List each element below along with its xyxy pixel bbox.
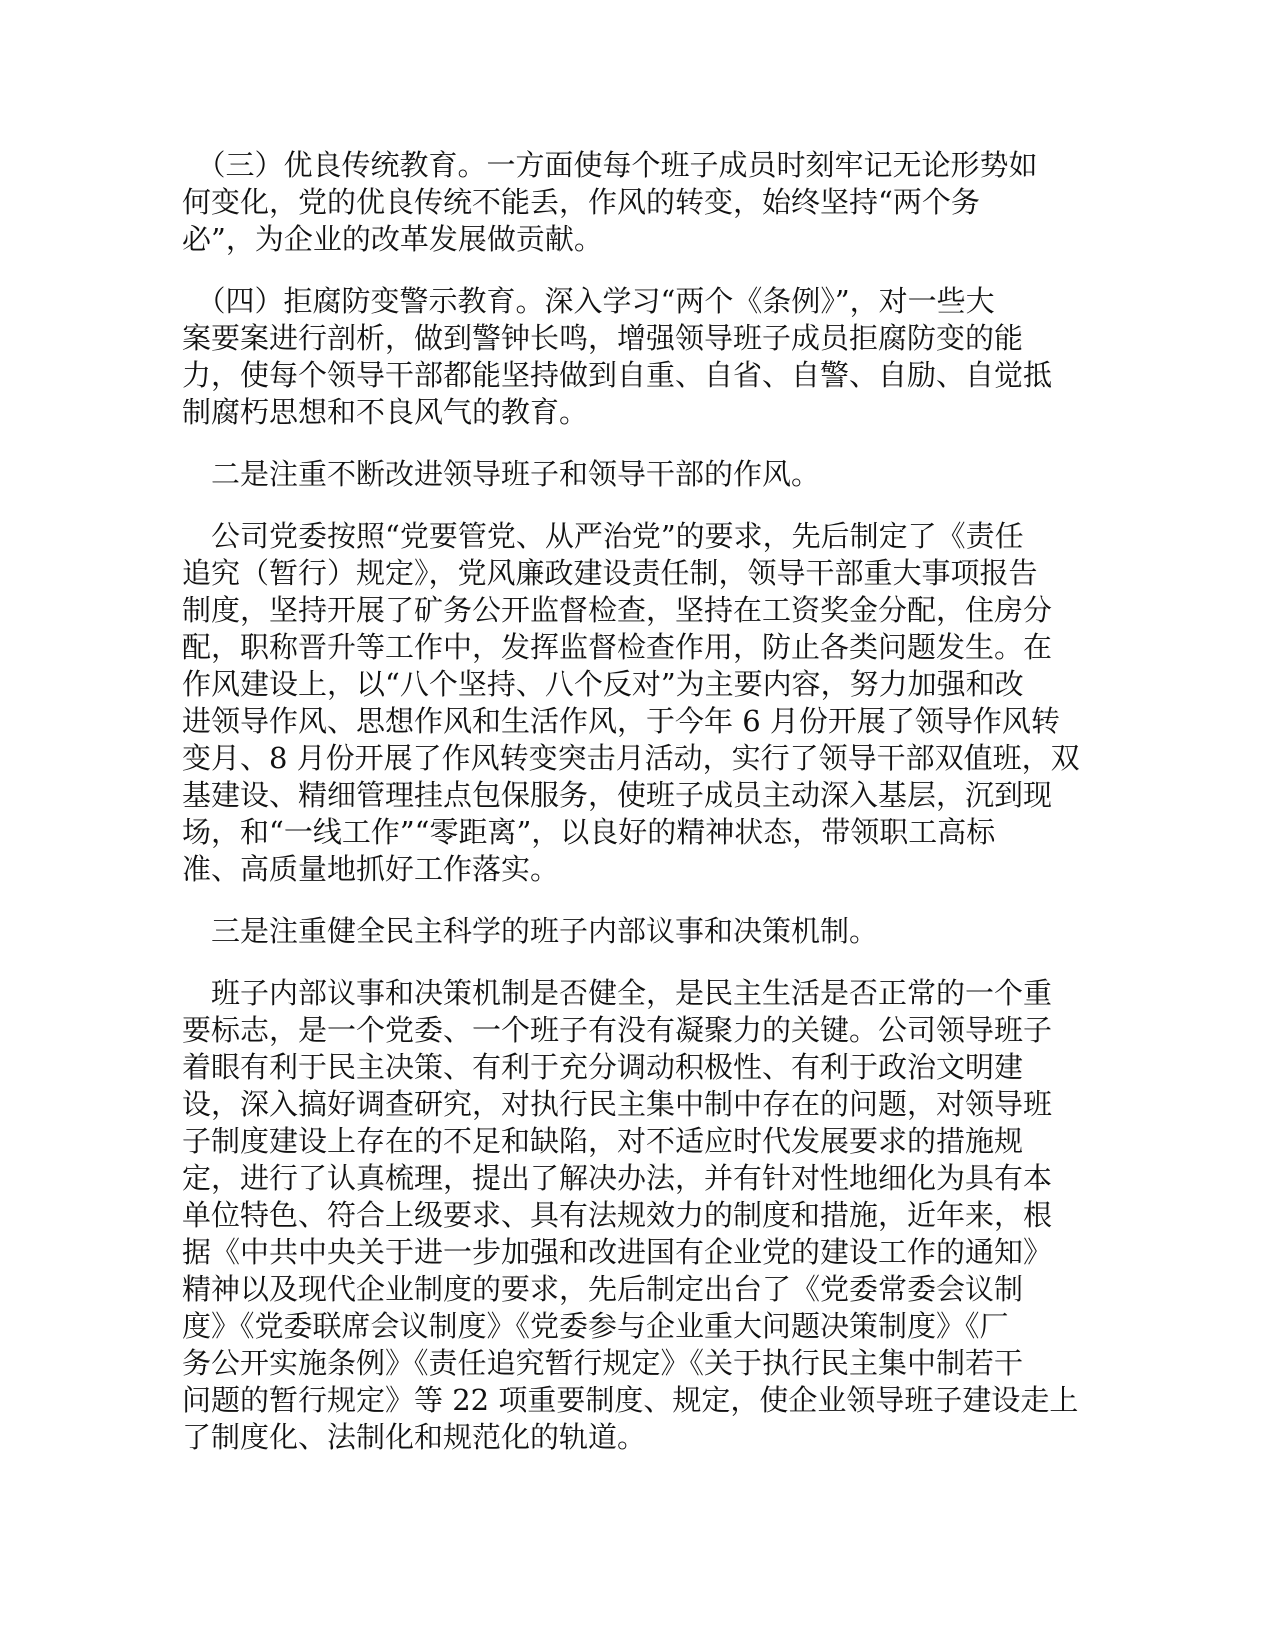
text-line: 单位特色、符合上级要求、具有法规效力的制度和措施，近年来，根 <box>182 1198 1053 1232</box>
paragraph <box>182 913 1092 950</box>
text-line: 了制度化、法制化和规范化的轨道。 <box>182 1420 647 1454</box>
paragraph <box>182 283 1092 431</box>
text-line: 必”，为企业的改革发展做贡献。 <box>182 222 603 256</box>
paragraph <box>182 147 1092 258</box>
text-line: 要标志，是一个党委、一个班子有没有凝聚力的关键。公司领导班子 <box>182 1013 1053 1047</box>
text-line: 班子内部议事和决策机制是否健全，是民主生活是否正常的一个重 <box>182 976 1053 1010</box>
paragraph <box>182 975 1092 1456</box>
text-line: 子制度建设上存在的不足和缺陷，对不适应时代发展要求的措施规 <box>182 1124 1024 1158</box>
text-line: 制度，坚持开展了矿务公开监督检查，坚持在工资奖金分配，住房分 <box>182 593 1053 627</box>
text-line: 定，进行了认真梳理，提出了解决办法，并有针对性地细化为具有本 <box>182 1161 1053 1195</box>
text-line: 精神以及现代企业制度的要求，先后制定出台了《党委常委会议制 <box>182 1272 1024 1306</box>
text-line: 案要案进行剖析，做到警钟长鸣，增强领导班子成员拒腐防变的能 <box>182 321 1024 355</box>
text-line: 着眼有利于民主决策、有利于充分调动积极性、有利于政治文明建 <box>182 1050 1024 1084</box>
paragraph <box>182 456 1092 493</box>
text-line: 力，使每个领导干部都能坚持做到自重、自省、自警、自励、自觉抵 <box>182 358 1053 392</box>
paragraph <box>182 518 1092 888</box>
text-line: 追究（暂行）规定》，党风廉政建设责任制，领导干部重大事项报告 <box>182 556 1038 590</box>
text-line: 二是注重不断改进领导班子和领导干部的作风。 <box>182 457 821 491</box>
document-body <box>182 147 1092 1481</box>
text-line: 准、高质量地抓好工作落实。 <box>182 852 560 886</box>
text-line: 配，职称晋升等工作中，发挥监督检查作用，防止各类问题发生。在 <box>182 630 1053 664</box>
text-line: 公司党委按照“党要管党、从严治党”的要求，先后制定了《责任 <box>182 519 1024 553</box>
text-line: 变月、8 月份开展了作风转变突击月活动，实行了领导干部双值班，双 <box>182 741 1080 775</box>
text-line: 基建设、精细管理挂点包保服务，使班子成员主动深入基层，沉到现 <box>182 778 1053 812</box>
text-line: 三是注重健全民主科学的班子内部议事和决策机制。 <box>182 914 879 948</box>
text-line: 设，深入搞好调查研究，对执行民主集中制中存在的问题，对领导班 <box>182 1087 1053 1121</box>
text-line: 度》《党委联席会议制度》《党委参与企业重大问题决策制度》《厂 <box>182 1309 1009 1343</box>
text-line: 何变化，党的优良传统不能丢，作风的转变，始终坚持“两个务 <box>182 185 980 219</box>
text-line: 制腐朽思想和不良风气的教育。 <box>182 395 589 429</box>
text-line: 进领导作风、思想作风和生活作风，于今年 6 月份开展了领导作风转 <box>182 704 1060 738</box>
text-line: 场，和“一线工作”“零距离”，以良好的精神状态，带领职工高标 <box>182 815 996 849</box>
text-line: 据《中共中央关于进一步加强和改进国有企业党的建设工作的通知》 <box>182 1235 1053 1269</box>
text-line: 问题的暂行规定》等 22 项重要制度、规定，使企业领导班子建设走上 <box>182 1383 1079 1417</box>
text-line: （三）优良传统教育。一方面使每个班子成员时刻牢记无论形势如 <box>182 148 1038 182</box>
text-line: （四）拒腐防变警示教育。深入学习“两个《条例》”，对一些大 <box>182 284 995 318</box>
text-line: 务公开实施条例》《责任追究暂行规定》《关于执行民主集中制若干 <box>182 1346 1024 1380</box>
text-line: 作风建设上，以“八个坚持、八个反对”为主要内容，努力加强和改 <box>182 667 1024 701</box>
